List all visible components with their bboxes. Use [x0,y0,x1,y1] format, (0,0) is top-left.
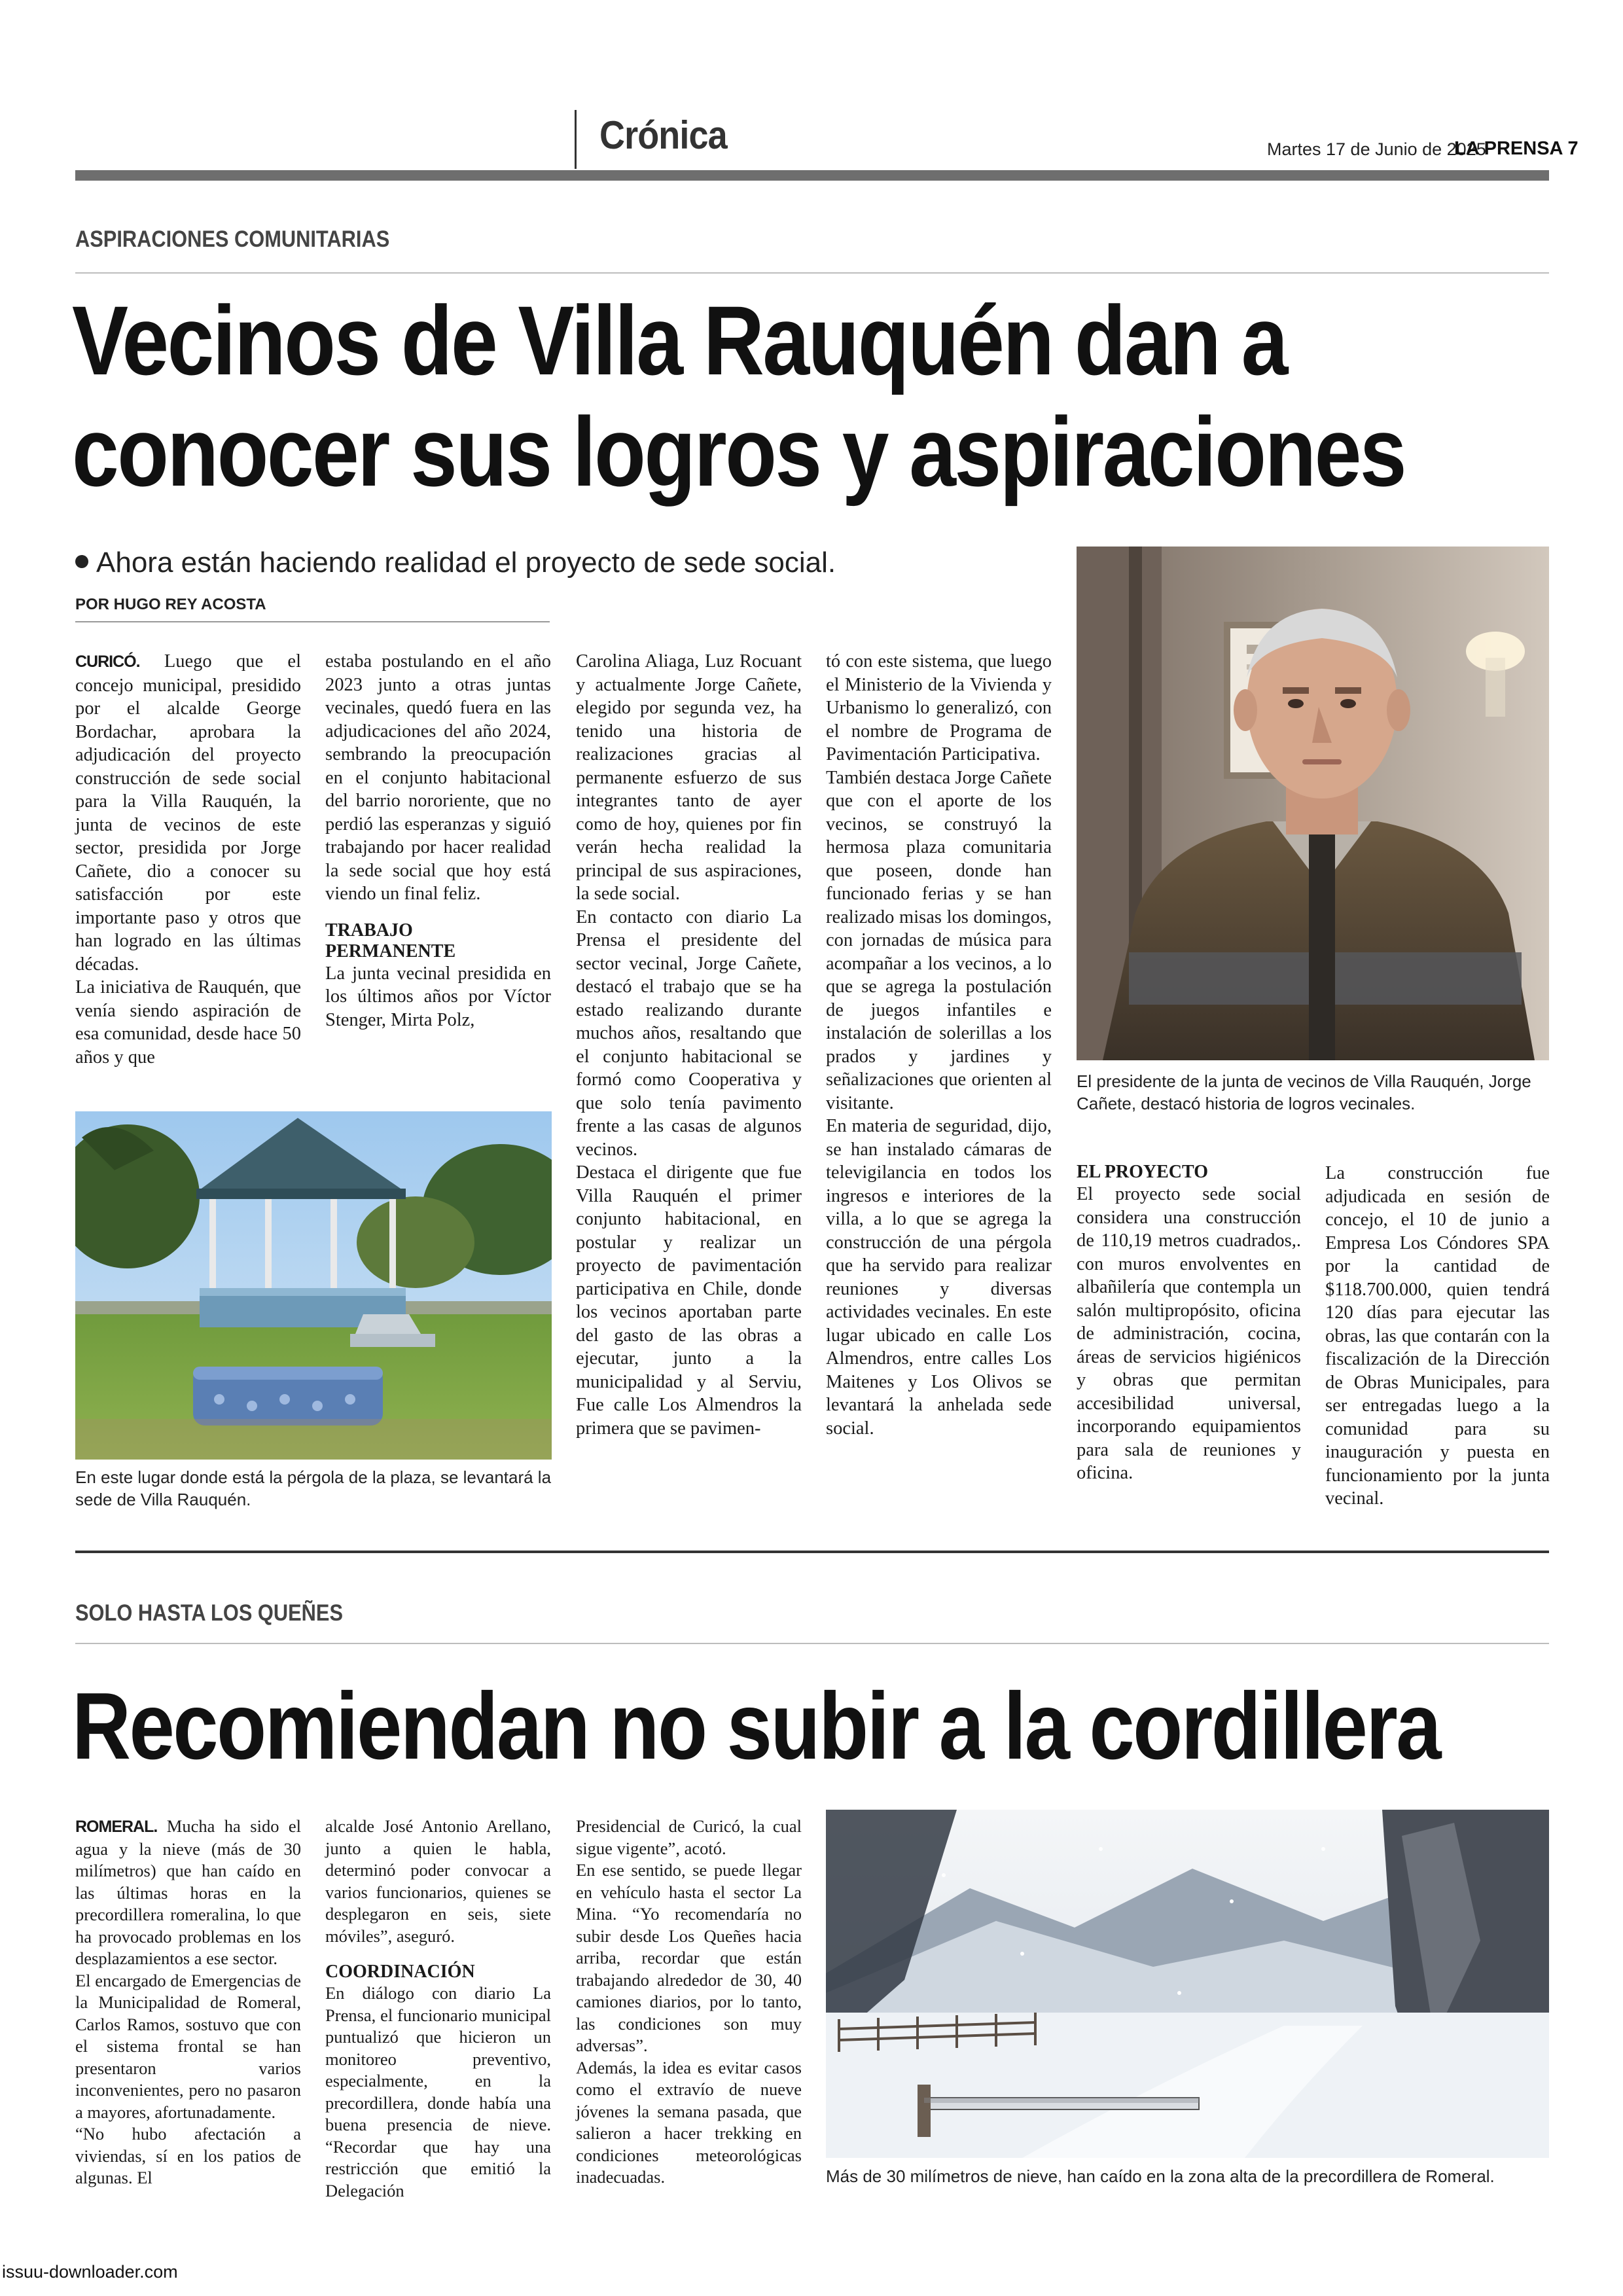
article2-column-2 [325,1816,551,2202]
article1-col5-p1: El proyecto sede social considera una construcción de 110,19 metros cuadrados,. con muros envolventes en albañilería que contempla un salón multipropósito, oficina de administración, cocina, áreas de servicios higiénicos y obras que permitan accesibilidad universal, incorporando equipamientos para sala de reuniones y oficina. [1077,1184,1301,1483]
article1-col3-p1: Carolina Aliaga, Luz Rocuant y actualmente Jorge Cañete, elegido por segunda vez, ha tenido una historia de realizaciones gracias al permanente esfuerzo de sus integrantes tanto de ayer como de hoy, quienes por fin verán hecha realidad la principal de sus aspiraciones, la sede social. [576,651,802,904]
article1-column-2 [325,650,551,1031]
article1-col4-p1: tó con este sistema, que luego el Ministerio de la Vivienda y Urbanismo lo generalizó, con el nombre de Programa de Pavimentación Participativa. [826,651,1052,764]
article1-column-4 [826,650,1052,1440]
pergola-image [75,1111,552,1460]
article1-col3-p3: Destaca el dirigente que fue Villa Rauquén el primer conjunto habitacional, en postular y realizar un proyecto de pavimentación participativa en Chile, donde los vecinos aportaban parte del gasto de las obras a ejecutar, junto a la municipalidad y al Serviu, Fue calle Los Almendros la primera que se pavimen- [576,1162,802,1439]
article2-column-1 [75,1816,301,2189]
article2-column-3 [576,1816,802,2189]
article1-dateline: CURICÓ. [75,653,140,671]
footer-site-link[interactable]: issuu-downloader.com [2,2262,178,2282]
pergola-photo-caption: En este lugar donde está la pérgola de la plaza, se levantará la sede de Villa Rauquén. [75,1467,552,1509]
article1-col2-p2: La junta vecinal presidida en los últimos años por Víctor Stenger, Mirta Polz, [325,963,551,1030]
article1-column-3 [576,650,802,1440]
article1-col5-subhead: EL PROYECTO [1077,1162,1208,1182]
article-divider [75,1551,1549,1553]
section-name: Crónica [599,113,727,157]
article1-column-1 [75,650,301,1069]
article1-byline: POR HUGO REY ACOSTA [75,596,266,613]
header-divider [575,110,577,169]
article1-col1-p2: La iniciativa de Rauquén, que venía siendo aspiración de esa comunidad, desde hace 50 años y que [75,977,301,1067]
article2-col1-p3: “No hubo afectación a viviendas, sí en los patios de algunas. El [75,2124,301,2187]
article2-col2-p1: alcalde José Antonio Arellano, junto a quien le habla, determinó poder convocar a varios funcionarios, quienes se desplegaron en seis, siete móviles”, aseguró. [325,1816,551,1946]
article2-kicker: SOLO HASTA LOS QUEÑES [75,1600,343,1626]
byline-rule [75,621,550,622]
article1-col1-p1: Luego que el concejo municipal, presidido por el alcalde George Bordachar, aprobara la adjudicación del proyecto construcción de sede social para la Villa Rauquén, la junta de vecinos de este sector, presidida por Jorge Cañete, dio a conocer su satisfacción por este importante paso y otros que han logrado en las últimas décadas. [75,651,302,975]
article1-kicker: ASPIRACIONES COMUNITARIAS [75,226,390,252]
snow-photo [826,1810,1549,2158]
article1-col3-p2: En contacto con diario La Prensa el presidente del sector vecinal, Jorge Cañete, destacó el trabajo que se ha estado realizando durante muchos años, resaltando que el conjunto habitacional se formó como Cooperativa y que solo tenía pavimento frente a las casas de algunos vecinos. [576,906,802,1160]
portrait-photo [1077,547,1549,1060]
bullet-icon [75,555,88,568]
kicker-rule [75,272,1549,274]
article1-column-5 [1077,1162,1301,1485]
portrait-photo-caption: El presidente de la junta de vecinos de Villa Rauquén, Jorge Cañete, destacó historia de logros vecinales. [1077,1071,1531,1113]
issue-date: Martes 17 de Junio de 2025 [1267,139,1486,159]
article2-col3-p1: Presidencial de Curicó, la cual sigue vigente”, acotó. [576,1816,802,1858]
article2-col3-p2: En ese sentido, se puede llegar en vehículo hasta el sector La Mina. “Yo recomendaría no subir desde Los Queñes hacia arriba, recordar que están trabajando alrededor de 30, 40 camiones diarios, por lo tanto, las condiciones son muy adversas”. [576,1860,802,2055]
article1-col6-p1: La construcción fue adjudicada en sesión de concejo, el 10 de junio a Empresa Los Cóndores SPA por la cantidad de $118.700.000, quien tendrá 120 días para ejecutar las obras, las que contarán con la fiscalización de la Dirección de Obras Municipales, para ser entregadas luego a la comunidad para su inauguración y puesta en funcionamiento por la junta vecinal. [1325,1163,1550,1509]
article2-col1-p1: Mucha ha sido el agua y la nieve (más de 30 milímetros) que han caído en las últimas horas en la precordillera romeralina, lo que ha provocado problemas en los desplazamientos a ese sector. [75,1816,302,1968]
article1-subhead-text: Ahora están haciendo realidad el proyecto de sede social. [96,547,836,579]
header-rule [75,170,1549,181]
article1-col2-subhead-line1: TRABAJO [325,920,413,941]
paper-page-number: LA PRENSA 7 [1454,138,1578,159]
portrait-image [1077,547,1549,1060]
pergola-photo [75,1111,552,1460]
snow-image [826,1810,1549,2158]
article2-dateline: ROMERAL. [75,1818,158,1836]
article2-col2-p2: En diálogo con diario La Prensa, el funcionario municipal puntualizó que hicieron un monitoreo preventivo, especialmente, en la precordillera, donde había una buena presencia de nieve. “Recordar que hay una restricción que emitió la Delegación [325,1983,551,2200]
article2-headline: Recomiendan no subir a la cordillera [72,1673,1440,1779]
article1-col4-p2: También destaca Jorge Cañete que con el aporte de los vecinos, se construyó la hermosa plaza comunitaria que poseen, donde han funcionado ferias y se han realizado misas los domingos, con jornadas de música para acompañar a los vecinos, a lo que se agrega la postulación de juegos infantiles e instalación de solerillas a los prados y jardines y señalizaciones que orienten al visitante. [826,767,1052,1113]
article1-col4-p3: En materia de seguridad, dijo, se han instalado cámaras de televigilancia en todos los ingresos e interiores de la villa, a lo que se agrega la construcción de una pérgola que ha servido para realizar reuniones y diversas actividades vecinales. En este lugar ubicado en calle Los Almendros, entre calles Los Maitenes y Los Olivos se levantará la anhelada sede social. [826,1116,1052,1439]
snow-photo-caption: Más de 30 milímetros de nieve, han caído en la zona alta de la precordillera de Romeral. [826,2166,1495,2186]
article2-col1-p2: El encargado de Emergencias de la Municipalidad de Romeral, Carlos Ramos, sostuvo que con el sistema frontal se han presentaron varios inconvenientes, pero no pasaron a mayores, afortunadamente. [75,1970,301,2122]
article1-column-6 [1325,1162,1550,1511]
article2-col2-subhead: COORDINACIÓN [325,1962,475,1982]
article1-subhead [75,547,836,579]
article2-kicker-rule [75,1643,1549,1644]
article1-headline-line2: conocer sus logros y aspiraciones [72,397,1406,507]
article1-col2-p1: estaba postulando en el año 2023 junto a otras juntas vecinales, quedó fuera en las adjudicaciones del año 2024, sembrando la preocupación en el conjunto habitacional del barrio nororiente, que no perdió las esperanzas y siguió trabajando por hacer realidad la sede social que hoy está viendo un final feliz. [325,651,551,904]
article1-col2-subhead-line2: PERMANENTE [325,941,456,961]
article2-col3-p3: Además, la idea es evitar casos como el extravío de nueve jóvenes la semana pasada, que salieron a hacer trekking en condiciones meteorológicas inadecuadas. [576,2057,802,2187]
article1-headline-line1: Vecinos de Villa Rauquén dan a [72,285,1287,395]
